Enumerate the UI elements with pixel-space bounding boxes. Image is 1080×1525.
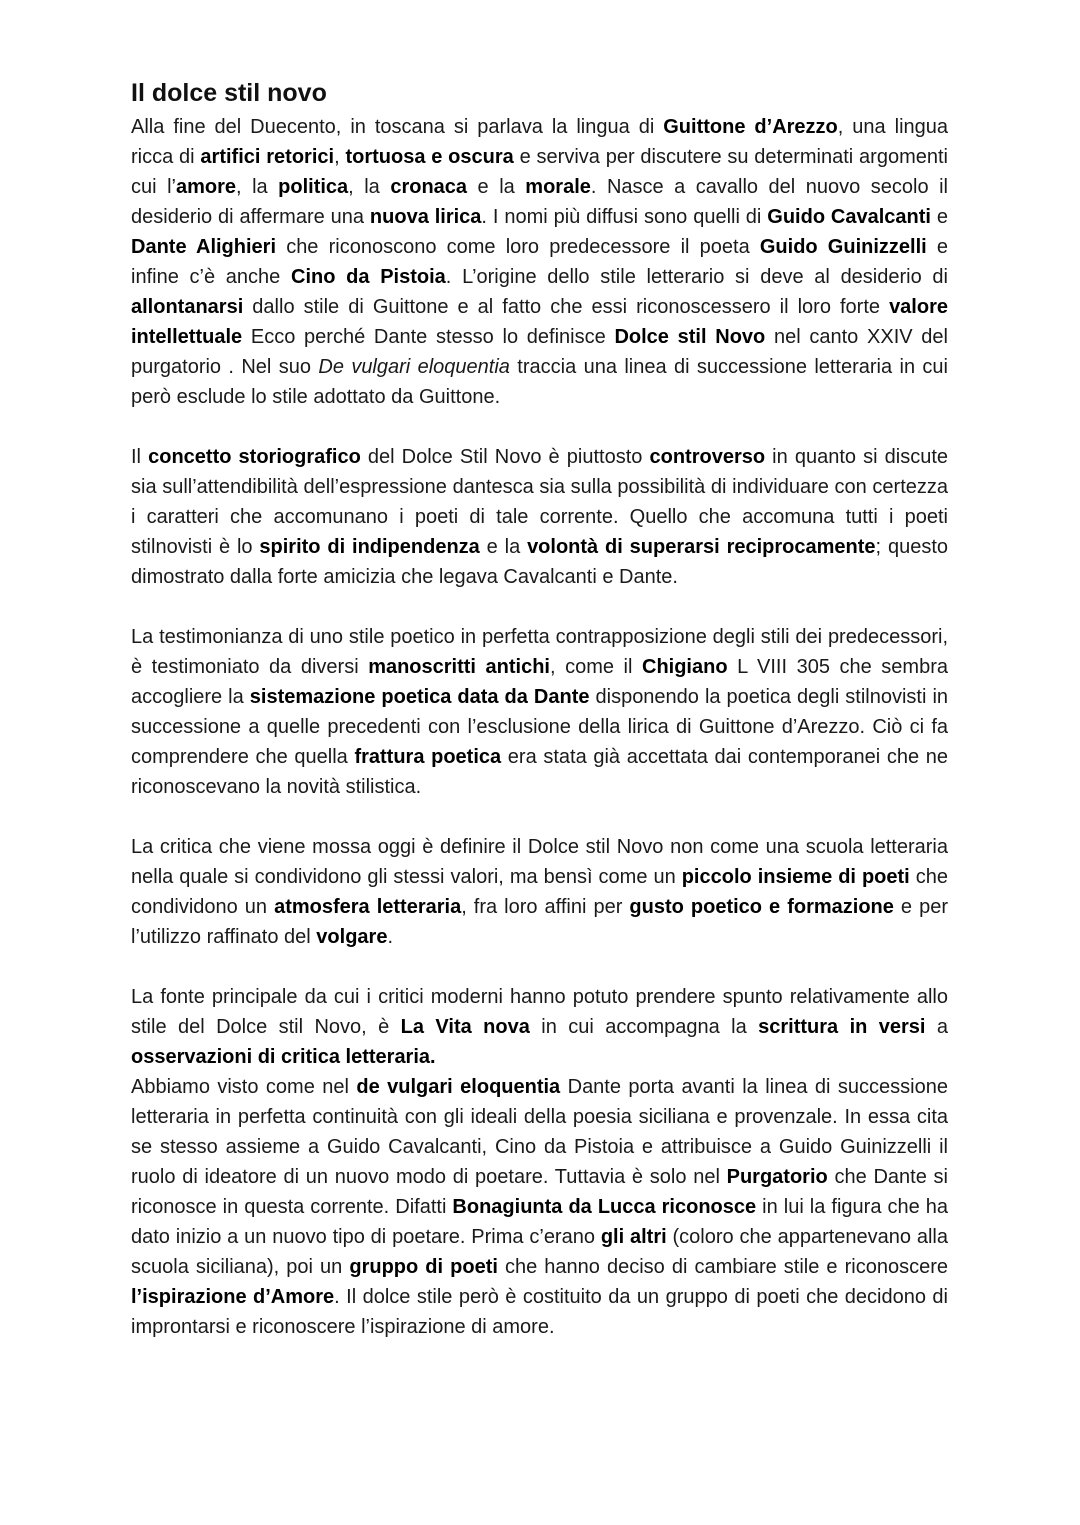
- document-body: [131, 112, 948, 1342]
- text-run: , come il: [550, 656, 642, 678]
- document-page: [131, 76, 948, 1342]
- text-run: (coloro che appartenevano alla scuola siciliana), poi un: [131, 1226, 948, 1278]
- bold-text: Guittone d’Arezzo: [663, 116, 838, 138]
- text-run: , la: [348, 176, 391, 198]
- bold-text: amore: [175, 176, 236, 198]
- text-run: che riconoscono come loro predecessore il poeta: [276, 236, 760, 258]
- bold-text: politica: [278, 176, 349, 198]
- text-run: Abbiamo visto come nel: [131, 1076, 357, 1098]
- text-run: disponendo la poetica degli stilnovisti in successione a quelle precedenti con l’esclusione della lirica di Guittone d’Arezzo. Ciò ci fa comprendere che quella: [131, 686, 949, 768]
- bold-text: Dolce stil Novo: [614, 326, 766, 348]
- bold-text: tortuosa e oscura: [345, 146, 514, 168]
- text-run: . L’origine dello stile letterario si deve al desiderio di: [445, 266, 949, 288]
- text-run: Ecco perché Dante stesso lo definisce: [242, 326, 615, 348]
- bold-text: controverso: [649, 446, 766, 468]
- bold-text: La Vita nova: [400, 1016, 530, 1038]
- bold-text: cronaca: [390, 176, 468, 198]
- text-run: La testimonianza di uno stile poetico in perfetta contrapposizione degli stili dei predecessori, è testimoniato da diversi: [131, 626, 948, 678]
- paragraph: [131, 832, 948, 952]
- bold-text: morale: [525, 176, 591, 198]
- italic-text: De vulgari eloquentia: [318, 356, 510, 378]
- text-run: La critica che viene mossa oggi è definire il Dolce stil Novo non come una scuola letteraria nella quale si condividono gli stessi valori, ma bensì come un: [131, 836, 948, 888]
- bold-text: volgare: [316, 926, 388, 948]
- paragraph: [131, 1072, 948, 1342]
- text-run: in cui accompagna la: [529, 1016, 759, 1038]
- text-run: Il: [131, 446, 149, 468]
- text-run: , la: [236, 176, 279, 198]
- text-run: traccia una linea di successione letteraria in cui però esclude lo stile adottato da Guittone.: [131, 356, 949, 408]
- bold-text: gusto poetico e formazione: [629, 896, 894, 918]
- bold-text: Guido Cavalcanti: [767, 206, 931, 228]
- text-run: ,: [334, 146, 346, 168]
- paragraph: [131, 982, 948, 1072]
- text-run: . I nomi più diffusi sono quelli di: [481, 206, 768, 228]
- text-run: nel canto XXIV del purgatorio . Nel suo: [131, 326, 948, 378]
- text-run: e la: [467, 176, 526, 198]
- bold-text: sistemazione poetica data da Dante: [249, 686, 590, 708]
- bold-text: concetto storiografico: [148, 446, 361, 468]
- bold-text: spirito di indipendenza: [259, 536, 480, 558]
- bold-text: frattura poetica: [354, 746, 502, 768]
- bold-text: allontanarsi: [131, 296, 244, 318]
- text-run: e la: [479, 536, 528, 558]
- text-run: , una lingua ricca di: [131, 116, 949, 168]
- bold-text: Purgatorio: [726, 1166, 828, 1188]
- text-run: ; questo dimostrato dalla forte amicizia che legava Cavalcanti e Dante.: [131, 536, 948, 588]
- bold-text: gruppo di poeti: [349, 1256, 498, 1278]
- bold-text: Bonagiunta da Lucca riconosce: [452, 1196, 757, 1218]
- text-run: e per l’utilizzo raffinato del: [131, 896, 948, 948]
- text-run: La fonte principale da cui i critici moderni hanno potuto prendere spunto relativamente allo stile del Dolce stil Novo, è: [131, 986, 948, 1038]
- text-run: e infine c’è anche: [131, 236, 949, 288]
- text-run: che condividono un: [131, 866, 948, 918]
- bold-text: piccolo insieme di poeti: [681, 866, 910, 888]
- bold-text: Cino da Pistoia: [291, 266, 446, 288]
- bold-text: gli altri: [600, 1226, 667, 1248]
- bold-text: scrittura in versi: [758, 1016, 926, 1038]
- text-run: dallo stile di Guittone e al fatto che essi riconoscessero il loro forte: [243, 296, 890, 318]
- text-run: che hanno deciso di cambiare stile e riconoscere: [497, 1256, 948, 1278]
- text-run: a: [925, 1016, 949, 1038]
- bold-text: Guido Guinizzelli: [759, 236, 927, 258]
- text-run: e serviva per discutere su determinati argomenti cui l’: [131, 146, 948, 198]
- text-run: e: [930, 206, 949, 228]
- bold-text: osservazioni di critica letteraria.: [131, 1046, 436, 1068]
- text-run: . Nasce a cavallo del nuovo secolo il desiderio di affermare una: [131, 176, 948, 228]
- text-run: , fra loro affini per: [461, 896, 630, 918]
- text-run: era stata già accettata dai contemporanei che ne riconoscevano la novità stilistica.: [131, 746, 948, 798]
- bold-text: nuova lirica: [369, 206, 482, 228]
- bold-text: artifici retorici: [200, 146, 335, 168]
- bold-text: atmosfera letteraria: [274, 896, 462, 918]
- text-run: .: [387, 926, 394, 948]
- text-run: in lui la figura che ha dato inizio a un nuovo tipo di poetare. Prima c’erano: [131, 1196, 948, 1248]
- text-run: in quanto si discute sia sull’attendibilità dell’espressione dantesca sia sulla possibilità di individuare con certezza i caratteri che accomunano i poeti di tale corrente. Quello che accomuna tutti i poeti stilnovisti è lo: [131, 446, 949, 558]
- bold-text: Dante Alighieri: [131, 236, 277, 258]
- bold-text: valore intellettuale: [131, 296, 948, 348]
- bold-text: volontà di superarsi reciprocamente: [527, 536, 876, 558]
- paragraph: [131, 622, 948, 802]
- text-run: L VIII 305 che sembra accogliere la: [131, 656, 948, 708]
- text-run: Dante porta avanti la linea di successione letteraria in perfetta continuità con gli ideali della poesia siciliana e provenzale. In essa cita se stesso assieme a Guido Cavalcanti, Cino da Pistoia e attribuisce a Guido Guinizzelli il ruolo di ideatore di un nuovo modo di poetare. Tuttavia è solo nel: [131, 1076, 948, 1188]
- text-run: . Il dolce stile però è costituito da un gruppo di poeti che decidono di improntarsi e riconoscere l’ispirazione di amore.: [131, 1286, 948, 1338]
- page-title: Il dolce stil novo: [131, 79, 327, 107]
- text-run: del Dolce Stil Novo è piuttosto: [360, 446, 650, 468]
- text-run: Alla fine del Duecento, in toscana si parlava la lingua di: [131, 116, 664, 138]
- paragraph: [131, 442, 948, 592]
- bold-text: manoscritti antichi: [368, 656, 550, 678]
- paragraph: [131, 112, 948, 412]
- text-run: che Dante si riconosce in questa corrente. Difatti: [131, 1166, 948, 1218]
- bold-text: l’ispirazione d’Amore: [131, 1286, 335, 1308]
- bold-text: de vulgari eloquentia: [356, 1076, 561, 1098]
- bold-text: Chigiano: [642, 656, 728, 678]
